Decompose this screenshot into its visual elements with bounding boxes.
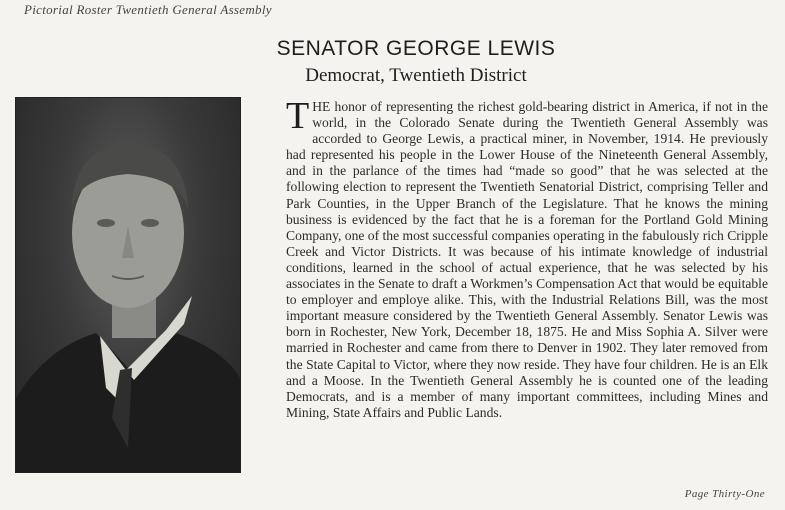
- biography-paragraph: HE honor of representing the richest gold-bearing district in America, if not in the world, in the Colorado Senate during the Twentieth General Assembly was accorded to George Lewis, a practical miner, in November, 1914. He previously had represented his people in the Lower House of the Nineteenth General Assembly, and in the parlance of the times had “made so good” that he was selected at the following election to represent the Twentieth Senatorial District, comprising Teller and Park Counties, in the Upper Branch of the Legislature. That he knows the mining business is evidenced by the fact that he is a foreman for the Portland Gold Mining Company, one of the most successful companies operating in the fabulously rich Cripple Creek and Victor Districts. It was because of his intimate knowledge of industrial conditions, learned in the school of actual experience, that he was selected by his associates in the Senate to draft a Workmen’s Compensation Act that would be equitable to employer and employe alike. This, with the Industrial Relations Bill, was the most important measure considered by the Twentieth General Assembly. Senator Lewis was born in Rochester, New York, December 18, 1875. He and Miss Sophia A. Silver were married in Rochester and came from there to Denver in 1902. They later removed from the State Capital to Victor, where they now reside. They have four children. He is an Elk and a Moose. In the Twentieth General Assembly he is counted one of the leading Democrats, and is a member of many important committees, including Mines and Mining, State Affairs and Public Lands.: [286, 99, 768, 420]
- page-number: Page Thirty-One: [684, 488, 765, 500]
- portrait-photo: [16, 98, 240, 472]
- senator-name: SENATOR GEORGE LEWIS: [276, 37, 556, 60]
- party-district-subtitle: Democrat, Twentieth District: [305, 65, 527, 86]
- drop-cap: T: [286, 95, 310, 137]
- senator-portrait: [15, 97, 241, 473]
- running-header: Pictorial Roster Twentieth General Assembly: [24, 2, 272, 17]
- biography-text: [286, 95, 768, 421]
- title-block: [246, 36, 586, 88]
